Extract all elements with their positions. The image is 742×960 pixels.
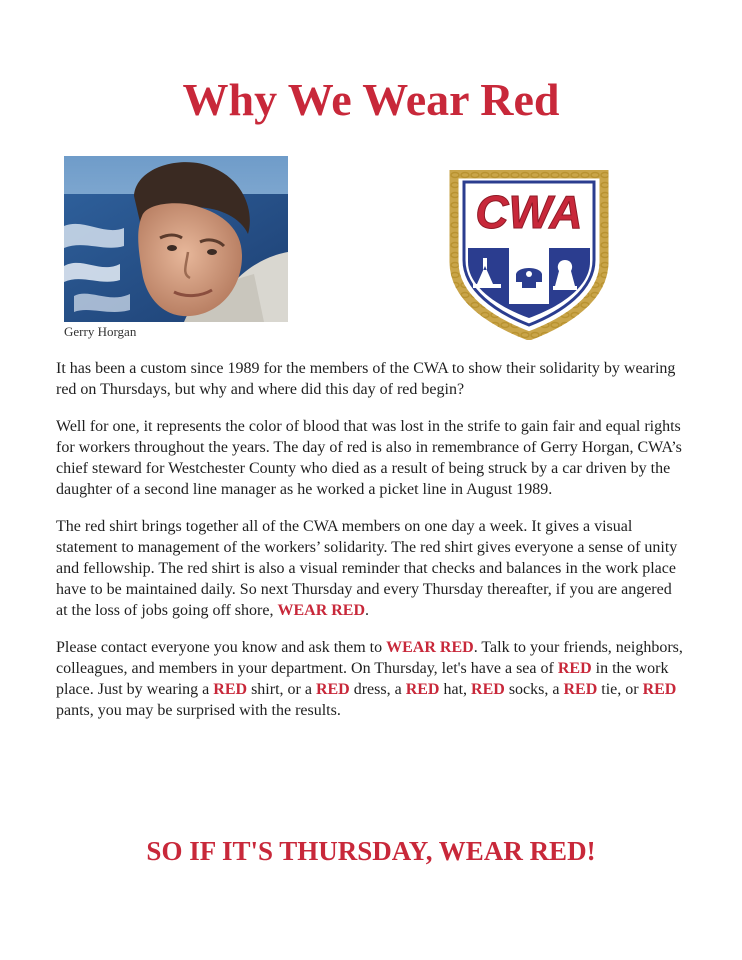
- paragraph-red-shirt: [56, 516, 686, 621]
- paragraph-call-to-action: [56, 637, 686, 721]
- red-emphasis: RED: [642, 681, 677, 698]
- paragraph-text: The red shirt brings together all of the CWA members on one day a week. It gives a visual statement to management of the workers’ solidarity. The red shirt gives everyone a sense of unity and fellowship. The red shirt is also a visual reminder that checks and balances in the work place have to be maintained daily. So next Thursday and every Thursday thereafter, if you are angered at the loss of jobs going off shore,: [56, 518, 678, 619]
- gerry-horgan-photo: [64, 156, 288, 322]
- article-body: [56, 358, 686, 737]
- page-title: Why We Wear Red: [182, 74, 560, 125]
- logo-lettering: CWA: [475, 186, 583, 238]
- wear-red-emphasis: WEAR RED: [386, 639, 474, 656]
- wear-red-emphasis: WEAR RED: [277, 602, 366, 619]
- paragraph-text: . Talk to your friends, neighbors, colleagues, and members in your department. On Thursday, let's have a sea of: [56, 639, 683, 677]
- red-emphasis: RED: [213, 681, 248, 698]
- photo-caption: Gerry Horgan: [64, 324, 137, 339]
- paragraph-history: Well for one, it represents the color of blood that was lost in the strife to gain fair and equal rights for workers throughout the years. The day of red is also in remembrance of Gerry Horgan, CWA’s chief steward for Westchester County who died as a result of being struck by a car driven by the daughter of a second line manager as he worked a picket line in August 1989.: [56, 418, 682, 498]
- closing-slogan: SO IF IT'S THURSDAY, WEAR RED!: [146, 836, 596, 866]
- paragraph-text: socks, a: [504, 681, 564, 698]
- cwa-logo: [440, 170, 618, 340]
- paragraph-text: .: [365, 602, 370, 619]
- red-emphasis: RED: [563, 681, 598, 698]
- red-emphasis: RED: [315, 681, 350, 698]
- paragraph-text: Please contact everyone you know and ask them to: [56, 639, 387, 656]
- red-emphasis: RED: [557, 660, 592, 677]
- red-emphasis: RED: [405, 681, 440, 698]
- paragraph-text: dress, a: [349, 681, 406, 698]
- paragraph-text: hat,: [439, 681, 472, 698]
- paragraph-text: tie, or: [597, 681, 643, 698]
- paragraph-text: shirt, or a: [247, 681, 316, 698]
- cwa-shield-icon: [440, 170, 618, 340]
- paragraph-text: pants, you may be surprised with the results.: [56, 702, 341, 719]
- paragraph-custom: It has been a custom since 1989 for the members of the CWA to show their solidarity by wearing red on Thursdays, but why and where did this day of red begin?: [56, 360, 676, 398]
- paragraph-text: in the work place. Just by wearing a: [56, 660, 669, 698]
- red-emphasis: RED: [471, 681, 505, 698]
- portrait-image: [64, 156, 288, 322]
